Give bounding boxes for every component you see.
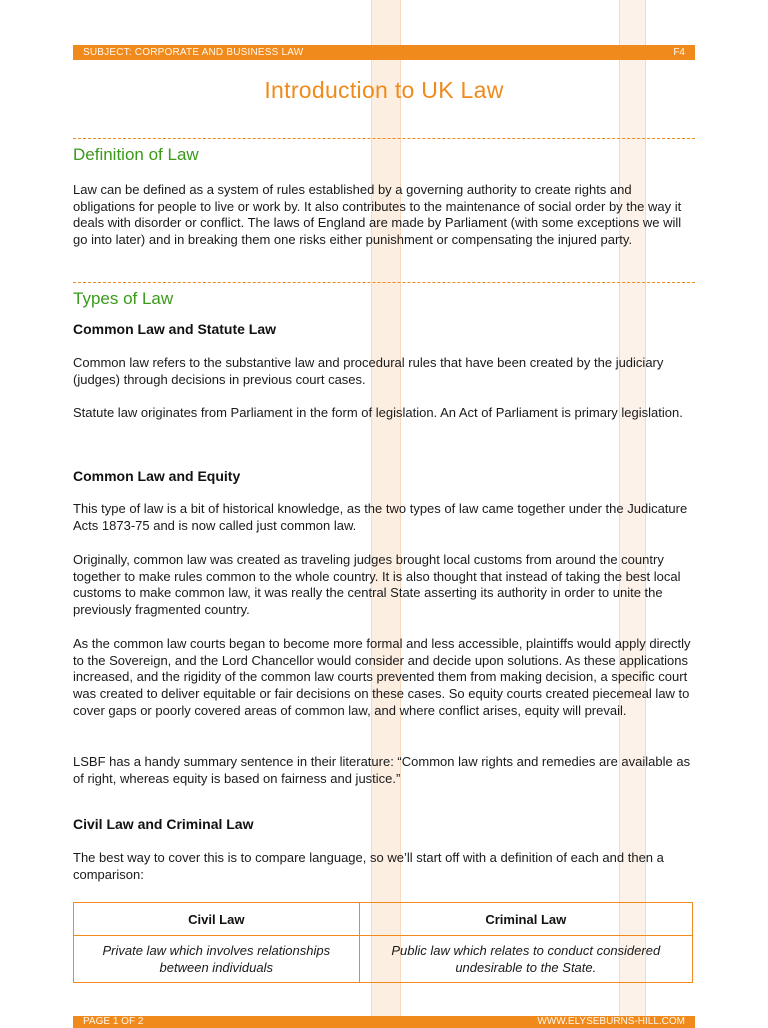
paragraph: Statute law originates from Parliament in the form of legislation. An Act of Parliament is primary legislation. (73, 405, 683, 420)
paragraph: LSBF has a handy summary sentence in their literature: “Common law rights and remedies are available as of right, whereas equity is based on fairness and justice.” (73, 754, 691, 786)
paragraph: Common law refers to the substantive law and procedural rules that have been created by the judiciary (judges) through decisions in previous court cases. (73, 355, 664, 387)
divider (73, 282, 695, 283)
footer-bar (73, 1016, 695, 1028)
page-title: Introduction to UK Law (264, 77, 504, 103)
page-number: PAGE 1 OF 2 (83, 1016, 144, 1027)
comparison-table (73, 902, 693, 983)
definition-paragraph: Law can be defined as a system of rules established by a governing authority to create rights and obligations for people to live or work by. It also contributes to the maintenance of social order by the way it deals with disorder or conflict. The laws of England are made by Parliament (with some exceptions we will go into later) and in breaking them one risks either punishment or compensating the injured party. (73, 182, 682, 248)
subheading-civil-criminal: Civil Law and Criminal Law (73, 816, 254, 832)
divider (73, 138, 695, 139)
table-header-civil: Civil Law (74, 903, 360, 936)
paragraph: The best way to cover this is to compare language, so we’ll start off with a definition of each and then a comparison: (73, 850, 664, 882)
course-code: F4 (673, 47, 685, 58)
subject-label: SUBJECT: CORPORATE AND BUSINESS LAW (83, 47, 304, 58)
website-link[interactable]: WWW.ELYSEBURNS-HILL.COM (537, 1016, 685, 1027)
subheading-common-equity: Common Law and Equity (73, 468, 241, 484)
table-cell-civil: Private law which involves relationships between individuals (74, 936, 360, 983)
table-row (74, 936, 693, 983)
paragraph: Originally, common law was created as traveling judges brought local customs from around the country together to make rules common to the whole country. It is also thought that instead of taking the best local customs to make common law, it was really the central State asserting its authority in order to unite the previously fragmented country. (73, 552, 681, 618)
paragraph: This type of law is a bit of historical knowledge, as the two types of law came together under the Judicature Acts 1873-75 and is now called just common law. (73, 501, 688, 533)
section-heading-definition: Definition of Law (73, 145, 199, 164)
header-bar (73, 45, 695, 60)
table-header-row (74, 903, 693, 936)
subheading-common-statute: Common Law and Statute Law (73, 321, 277, 337)
table-header-criminal: Criminal Law (359, 903, 692, 936)
table-cell-criminal: Public law which relates to conduct considered undesirable to the State. (359, 936, 692, 983)
section-heading-types: Types of Law (73, 289, 174, 308)
paragraph: As the common law courts began to become more formal and less accessible, plaintiffs would apply directly to the Sovereign, and the Lord Chancellor would consider and decide upon solutions. As these applications increased, and the rigidity of the common law courts prevented them from making decision, a specific court was created to deliver equitable or fair decisions on these cases. So equity courts created piecemeal law to cover gaps or poorly covered areas of common law, and where conflict arises, equity will prevail. (73, 636, 691, 718)
